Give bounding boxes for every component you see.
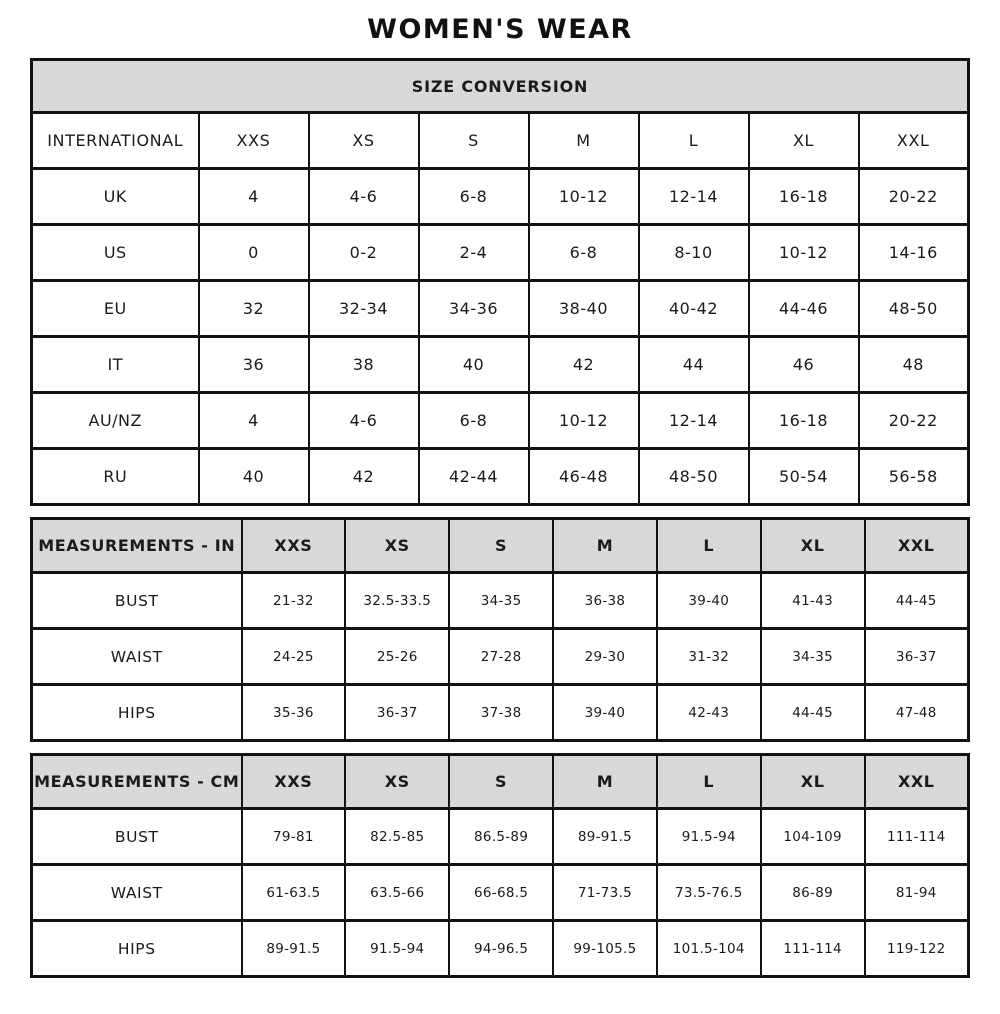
size-value: 27-28 [449, 629, 553, 685]
table-row [32, 629, 969, 685]
size-column-header: M [529, 113, 639, 169]
size-conversion-table-body [32, 60, 969, 505]
size-value: 42 [529, 337, 639, 393]
table-row [32, 281, 969, 337]
corner-header: MEASUREMENTS - CM [32, 755, 242, 809]
size-value: 38 [309, 337, 419, 393]
size-value: 61-63.5 [242, 865, 346, 921]
size-value: 32 [199, 281, 309, 337]
size-conversion-table [30, 58, 970, 506]
size-value: 82.5-85 [345, 809, 449, 865]
table-row [32, 573, 969, 629]
table-row [32, 393, 969, 449]
size-column-header: XS [309, 113, 419, 169]
table-row [32, 685, 969, 741]
size-value: 34-35 [449, 573, 553, 629]
size-value: 36-38 [553, 573, 657, 629]
size-value: 16-18 [749, 169, 859, 225]
size-value: 20-22 [859, 393, 969, 449]
size-column-header: XXS [242, 519, 346, 573]
size-value: 32.5-33.5 [345, 573, 449, 629]
size-value: 36 [199, 337, 309, 393]
row-label: HIPS [32, 685, 242, 741]
size-value: 44-45 [865, 573, 969, 629]
size-value: 48-50 [859, 281, 969, 337]
size-value: 71-73.5 [553, 865, 657, 921]
measurements-in-table [30, 517, 970, 742]
size-value: 6-8 [419, 169, 529, 225]
size-value: 73.5-76.5 [657, 865, 761, 921]
size-column-header: XXL [865, 755, 969, 809]
size-value: 86-89 [761, 865, 865, 921]
size-value: 44-45 [761, 685, 865, 741]
table-row [32, 337, 969, 393]
size-value: 20-22 [859, 169, 969, 225]
corner-header: MEASUREMENTS - IN [32, 519, 242, 573]
size-value: 10-12 [529, 169, 639, 225]
size-value: 39-40 [657, 573, 761, 629]
size-value: 6-8 [419, 393, 529, 449]
size-column-header: S [419, 113, 529, 169]
size-value: 6-8 [529, 225, 639, 281]
size-value: 48 [859, 337, 969, 393]
size-value: 29-30 [553, 629, 657, 685]
size-value: 47-48 [865, 685, 969, 741]
size-value: 101.5-104 [657, 921, 761, 977]
size-value: 42-44 [419, 449, 529, 505]
table-row [32, 865, 969, 921]
size-value: 38-40 [529, 281, 639, 337]
corner-header: INTERNATIONAL [32, 113, 199, 169]
size-value: 40 [199, 449, 309, 505]
size-column-header: L [657, 755, 761, 809]
measurements-cm-table-body [32, 755, 969, 977]
table-row [32, 449, 969, 505]
size-value: 36-37 [865, 629, 969, 685]
size-value: 111-114 [865, 809, 969, 865]
size-value: 91.5-94 [657, 809, 761, 865]
size-value: 86.5-89 [449, 809, 553, 865]
size-column-header: XL [761, 755, 865, 809]
size-value: 10-12 [749, 225, 859, 281]
size-value: 14-16 [859, 225, 969, 281]
size-value: 42 [309, 449, 419, 505]
size-value: 31-32 [657, 629, 761, 685]
size-value: 94-96.5 [449, 921, 553, 977]
size-value: 40-42 [639, 281, 749, 337]
size-column-header: XS [345, 755, 449, 809]
size-value: 8-10 [639, 225, 749, 281]
size-value: 66-68.5 [449, 865, 553, 921]
size-chart-page [0, 14, 1000, 978]
table-row [32, 809, 969, 865]
table-row [32, 921, 969, 977]
size-column-header: M [553, 519, 657, 573]
size-value: 37-38 [449, 685, 553, 741]
size-value: 4 [199, 393, 309, 449]
size-value: 81-94 [865, 865, 969, 921]
row-label: IT [32, 337, 199, 393]
size-value: 34-35 [761, 629, 865, 685]
size-column-header: XS [345, 519, 449, 573]
size-value: 63.5-66 [345, 865, 449, 921]
size-value: 12-14 [639, 393, 749, 449]
size-value: 35-36 [242, 685, 346, 741]
page-title: WOMEN'S WEAR [367, 14, 633, 45]
size-value: 4 [199, 169, 309, 225]
size-value: 89-91.5 [553, 809, 657, 865]
size-column-header: S [449, 519, 553, 573]
row-label: WAIST [32, 629, 242, 685]
column-header-row [32, 113, 969, 169]
size-value: 40 [419, 337, 529, 393]
table-row [32, 169, 969, 225]
column-header-row [32, 755, 969, 809]
size-value: 0-2 [309, 225, 419, 281]
row-label: BUST [32, 573, 242, 629]
size-value: 44-46 [749, 281, 859, 337]
size-value: 34-36 [419, 281, 529, 337]
row-label: US [32, 225, 199, 281]
row-label: BUST [32, 809, 242, 865]
size-column-header: XXL [859, 113, 969, 169]
size-value: 89-91.5 [242, 921, 346, 977]
row-label: UK [32, 169, 199, 225]
row-label: AU/NZ [32, 393, 199, 449]
size-value: 36-37 [345, 685, 449, 741]
column-header-row [32, 519, 969, 573]
size-value: 10-12 [529, 393, 639, 449]
size-column-header: XXL [865, 519, 969, 573]
size-value: 21-32 [242, 573, 346, 629]
size-column-header: L [657, 519, 761, 573]
size-column-header: XXS [242, 755, 346, 809]
size-value: 4-6 [309, 393, 419, 449]
measurements-cm-table [30, 753, 970, 978]
size-value: 48-50 [639, 449, 749, 505]
size-value: 104-109 [761, 809, 865, 865]
size-value: 41-43 [761, 573, 865, 629]
size-value: 56-58 [859, 449, 969, 505]
size-value: 4-6 [309, 169, 419, 225]
size-value: 32-34 [309, 281, 419, 337]
size-value: 42-43 [657, 685, 761, 741]
size-column-header: XXS [199, 113, 309, 169]
row-label: WAIST [32, 865, 242, 921]
size-value: 46 [749, 337, 859, 393]
size-value: 44 [639, 337, 749, 393]
size-value: 25-26 [345, 629, 449, 685]
size-value: 119-122 [865, 921, 969, 977]
size-value: 91.5-94 [345, 921, 449, 977]
table-row [32, 225, 969, 281]
size-value: 111-114 [761, 921, 865, 977]
size-column-header: XL [749, 113, 859, 169]
measurements-in-table-body [32, 519, 969, 741]
table-banner-title: SIZE CONVERSION [32, 60, 969, 113]
size-value: 39-40 [553, 685, 657, 741]
size-value: 0 [199, 225, 309, 281]
size-value: 12-14 [639, 169, 749, 225]
row-label: HIPS [32, 921, 242, 977]
row-label: EU [32, 281, 199, 337]
size-value: 24-25 [242, 629, 346, 685]
size-column-header: XL [761, 519, 865, 573]
size-column-header: M [553, 755, 657, 809]
size-value: 16-18 [749, 393, 859, 449]
size-value: 50-54 [749, 449, 859, 505]
size-value: 99-105.5 [553, 921, 657, 977]
size-value: 2-4 [419, 225, 529, 281]
table-banner-row [32, 60, 969, 113]
size-value: 79-81 [242, 809, 346, 865]
size-column-header: S [449, 755, 553, 809]
size-column-header: L [639, 113, 749, 169]
row-label: RU [32, 449, 199, 505]
size-value: 46-48 [529, 449, 639, 505]
